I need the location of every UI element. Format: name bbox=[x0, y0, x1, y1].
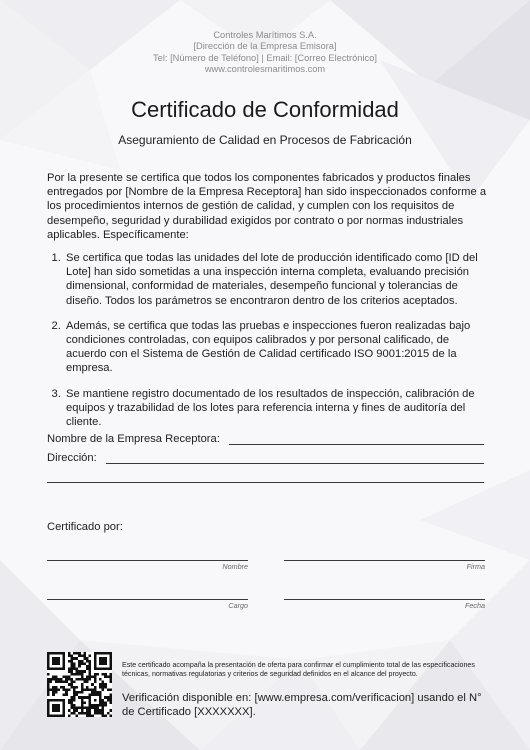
list-item: 1. Se certifica que todas las unidades del lote de producción identificado como [ID del Lote] han sido sometidas a una inspección interna completa, evaluando precisión dimensional, conformidad de materiales, desempeño funcional y tolerancias de diseño. Todos los parámetros se encontraron dentro de los criterios aceptados. bbox=[64, 251, 487, 308]
qr-code-icon bbox=[47, 652, 112, 717]
date-line[interactable] bbox=[284, 599, 485, 600]
address-label: Dirección: bbox=[47, 452, 97, 464]
document-subtitle: Aseguramiento de Calidad en Procesos de Fabricación bbox=[118, 133, 412, 147]
recipient-company-label: Nombre de la Empresa Receptora: bbox=[47, 433, 220, 445]
signature-caption: Firma bbox=[466, 562, 485, 571]
name-signature-line[interactable] bbox=[47, 560, 248, 561]
signature-line[interactable] bbox=[284, 560, 485, 561]
document-title: Certificado de Conformidad bbox=[131, 97, 399, 122]
company-address: [Dirección de la Empresa Emisora] bbox=[193, 41, 337, 52]
verification-text: Verificación disponible en: [www.empresa.com/verificacion] usando el N° de Certificado [XXXXXXX]. bbox=[122, 692, 482, 719]
company-header bbox=[0, 30, 530, 75]
position-line[interactable] bbox=[47, 599, 248, 600]
footer-note: Este certificado acompaña la presentación de oferta para confirmar el cumplimiento total de las especificaciones técnicas, normativas regulatorias y criterios de seguridad definidos en el alcance del proyecto. bbox=[122, 661, 475, 679]
position-caption: Cargo bbox=[228, 601, 248, 610]
name-caption: Nombre bbox=[222, 562, 248, 571]
recipient-company-field bbox=[47, 431, 484, 445]
certified-by-label: Certificado por: bbox=[47, 521, 123, 533]
address-line[interactable] bbox=[106, 449, 484, 464]
recipient-company-line[interactable] bbox=[229, 430, 484, 445]
company-name: Controles Marítimos S.A. bbox=[213, 30, 317, 40]
company-contact: Tel: [Número de Teléfono] | Email: [Correo Electrónico] bbox=[153, 52, 377, 63]
address-line-2[interactable] bbox=[47, 482, 484, 483]
certificate-body bbox=[47, 171, 487, 440]
list-item: 3. Se mantiene registro documentado de los resultados de inspección, calibración de equipos y trazabilidad de los lotes para referencia interna y fines de auditoría del cliente. bbox=[64, 387, 487, 430]
list-item: 2. Además, se certifica que todas las pruebas e inspecciones fueron realizadas bajo condiciones controladas, con equipos calibrados y por personal calificado, de acuerdo con el Sistema de Gestión de Calidad certificado ISO 9001:2015 de la empresa. bbox=[64, 319, 487, 376]
certification-list bbox=[47, 251, 487, 429]
intro-paragraph: Por la presente se certifica que todos los componentes fabricados y productos finales entregados por [Nombre de la Empresa Receptora] han sido inspeccionados conforme a los procedimientos internos de gestión de calidad, y cumplen con los requisitos de desempeño, seguridad y durabilidad exigidos por contrato o por normas industriales aplicables. Específicamente: bbox=[47, 172, 487, 241]
date-caption: Fecha bbox=[465, 601, 485, 610]
company-website: www.controlesmaritimos.com bbox=[204, 63, 326, 74]
address-field bbox=[47, 450, 484, 464]
